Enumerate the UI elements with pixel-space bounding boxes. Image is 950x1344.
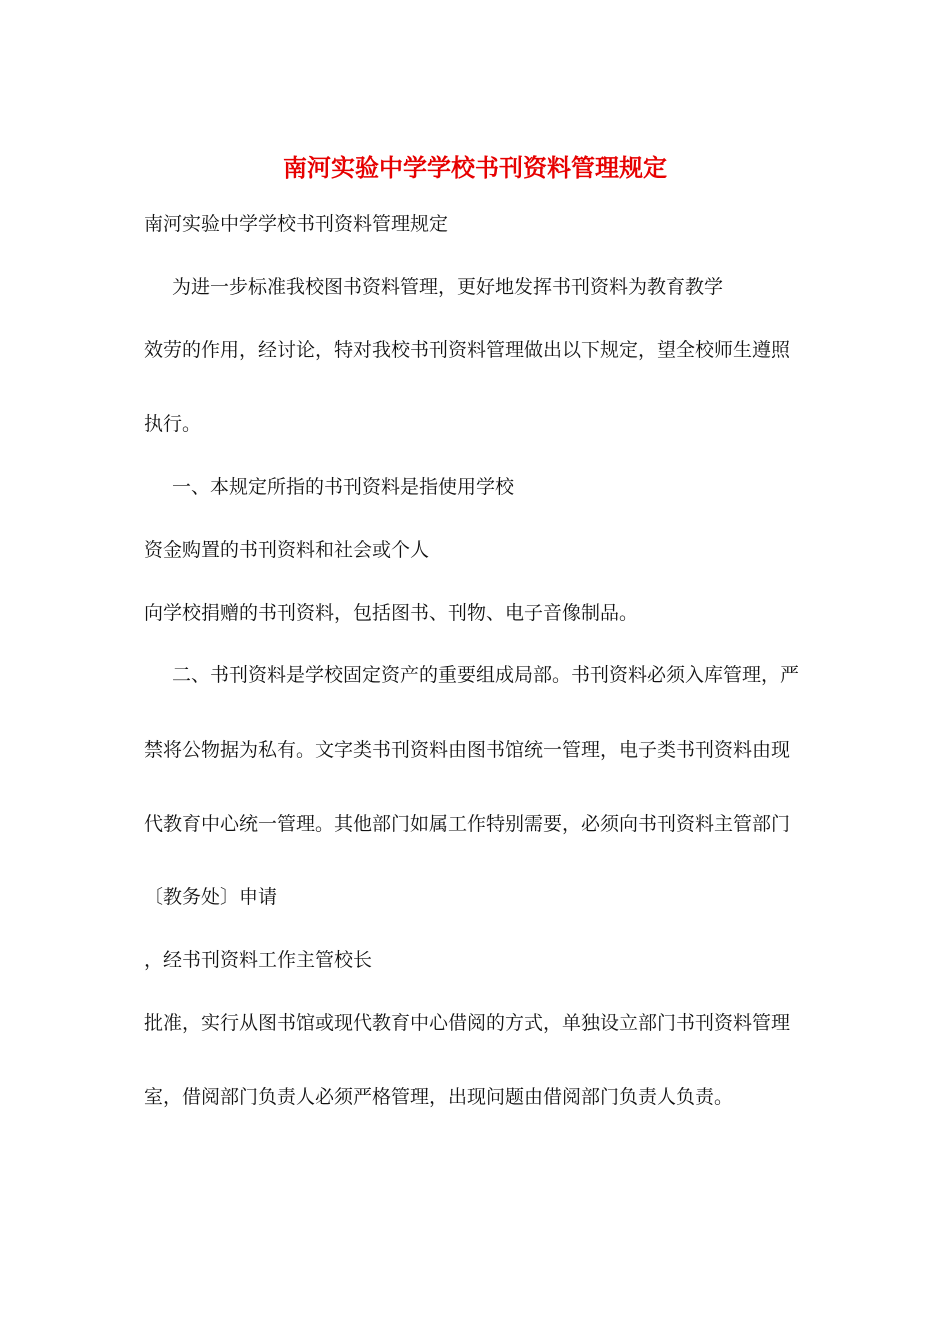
paragraph-line: 为进一步标准我校图书资料管理，更好地发挥书刊资料为教育教学: [172, 276, 724, 298]
paragraph-line: 代教育中心统一管理。其他部门如属工作特别需要，必须向书刊资料主管部门: [144, 813, 791, 835]
paragraph-line: 资金购置的书刊资料和社会或个人: [144, 539, 430, 561]
paragraph-line: 批准，实行从图书馆或现代教育中心借阅的方式，单独设立部门书刊资料管理: [144, 1012, 791, 1034]
document-title: 南河实验中学学校书刊资料管理规定: [283, 153, 667, 182]
paragraph-line: ，经书刊资料工作主管校长: [144, 949, 373, 971]
paragraph-line: 二、书刊资料是学校固定资产的重要组成局部。书刊资料必须入库管理，严: [172, 664, 800, 686]
paragraph-line: 向学校捐赠的书刊资料，包括图书、刊物、电子音像制品。: [144, 602, 639, 624]
paragraph-line: 执行。: [144, 413, 202, 435]
paragraph-line: 效劳的作用，经讨论，特对我校书刊资料管理做出以下规定，望全校师生遵照: [144, 339, 791, 361]
paragraph-line: 〔教务处〕申请: [144, 886, 278, 908]
paragraph-line: 一、本规定所指的书刊资料是指使用学校: [172, 476, 515, 498]
paragraph-line: 室，借阅部门负责人必须严格管理，出现问题由借阅部门负责人负责。: [144, 1086, 734, 1108]
subtitle-line: 南河实验中学学校书刊资料管理规定: [144, 213, 449, 235]
paragraph-line: 禁将公物据为私有。文字类书刊资料由图书馆统一管理，电子类书刊资料由现: [144, 739, 791, 761]
